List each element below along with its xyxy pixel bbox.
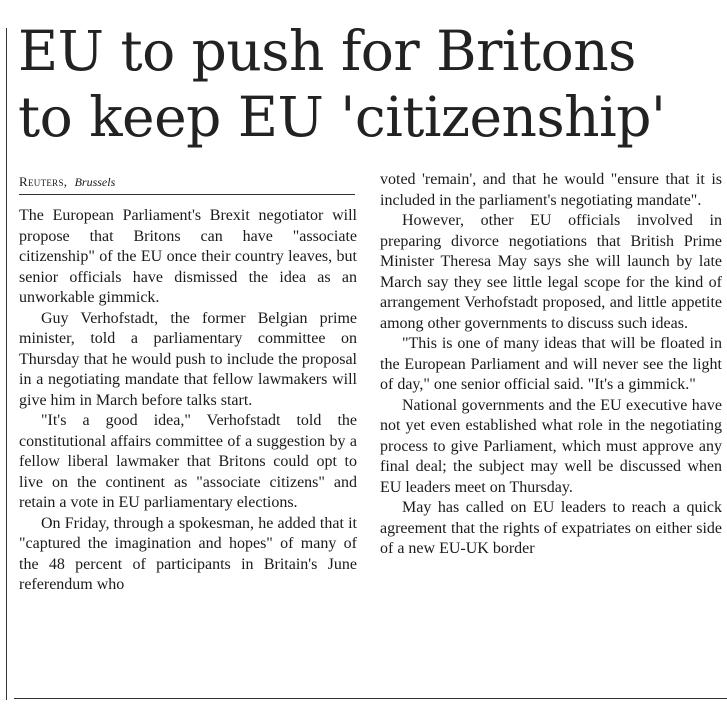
headline xyxy=(18,18,724,150)
paragraph: However, other EU officials involved in preparing divorce negotiations that British Prime Minister Theresa May says she will launch by late March say they see little legal scope for the kind of arrangement Verhofstadt proposed, and little appetite among other governments to discuss such ideas. xyxy=(380,212,722,332)
paragraph: May has called on EU leaders to reach a quick agreement that the rights of expatriates on either side of a new EU-UK border xyxy=(380,499,722,557)
paragraph-continued: voted 'remain', and that he would "ensure that it is included in the parliament's negotiating mandate". xyxy=(380,171,722,209)
byline xyxy=(19,174,355,195)
paragraph: On Friday, through a spokesman, he added that it "captured the imagination and hopes" of many of the 48 percent of participants in Britain's June referendum who xyxy=(19,514,357,593)
paragraph: Guy Verhofstadt, the former Belgian prime minister, told a parliamentary committee on Thursday that he would push to include the proposal in a negotiating mandate that fellow lawmakers will give him in March before talks start. xyxy=(19,309,357,409)
paragraph: "It's a good idea," Verhofstadt told the constitutional affairs committee of a suggestion by a fellow liberal lawmaker that Britons could opt to live on the continent as "associate citizens" and retain a vote in EU parliamentary elections. xyxy=(19,412,357,511)
paragraph: The European Parliament's Brexit negotiator will propose that Britons can have "associate citizenship" of the EU once their country leaves, but senior officials have dismissed the idea as an unworkable gimmick. xyxy=(19,207,357,306)
headline-line-2: to keep EU 'citizenship' xyxy=(18,85,666,149)
paragraph: National governments and the EU executive have not yet even established what role in the negotiating process to give Parliament, which must approve any final deal; the subject may well be discussed when EU leaders meet on Thursday. xyxy=(380,396,722,496)
bottom-rule xyxy=(14,698,727,699)
article-column-right xyxy=(380,170,722,560)
left-column-rule xyxy=(6,28,7,700)
byline-place: Brussels xyxy=(74,175,116,189)
headline-line-1: EU to push for Britons xyxy=(18,19,636,83)
byline-agency: Reuters, xyxy=(19,174,68,189)
article-column-left xyxy=(19,206,357,596)
paragraph: "This is one of many ideas that will be floated in the European Parliament and will never see the light of day," one senior official said. "It's a gimmick." xyxy=(380,335,722,393)
